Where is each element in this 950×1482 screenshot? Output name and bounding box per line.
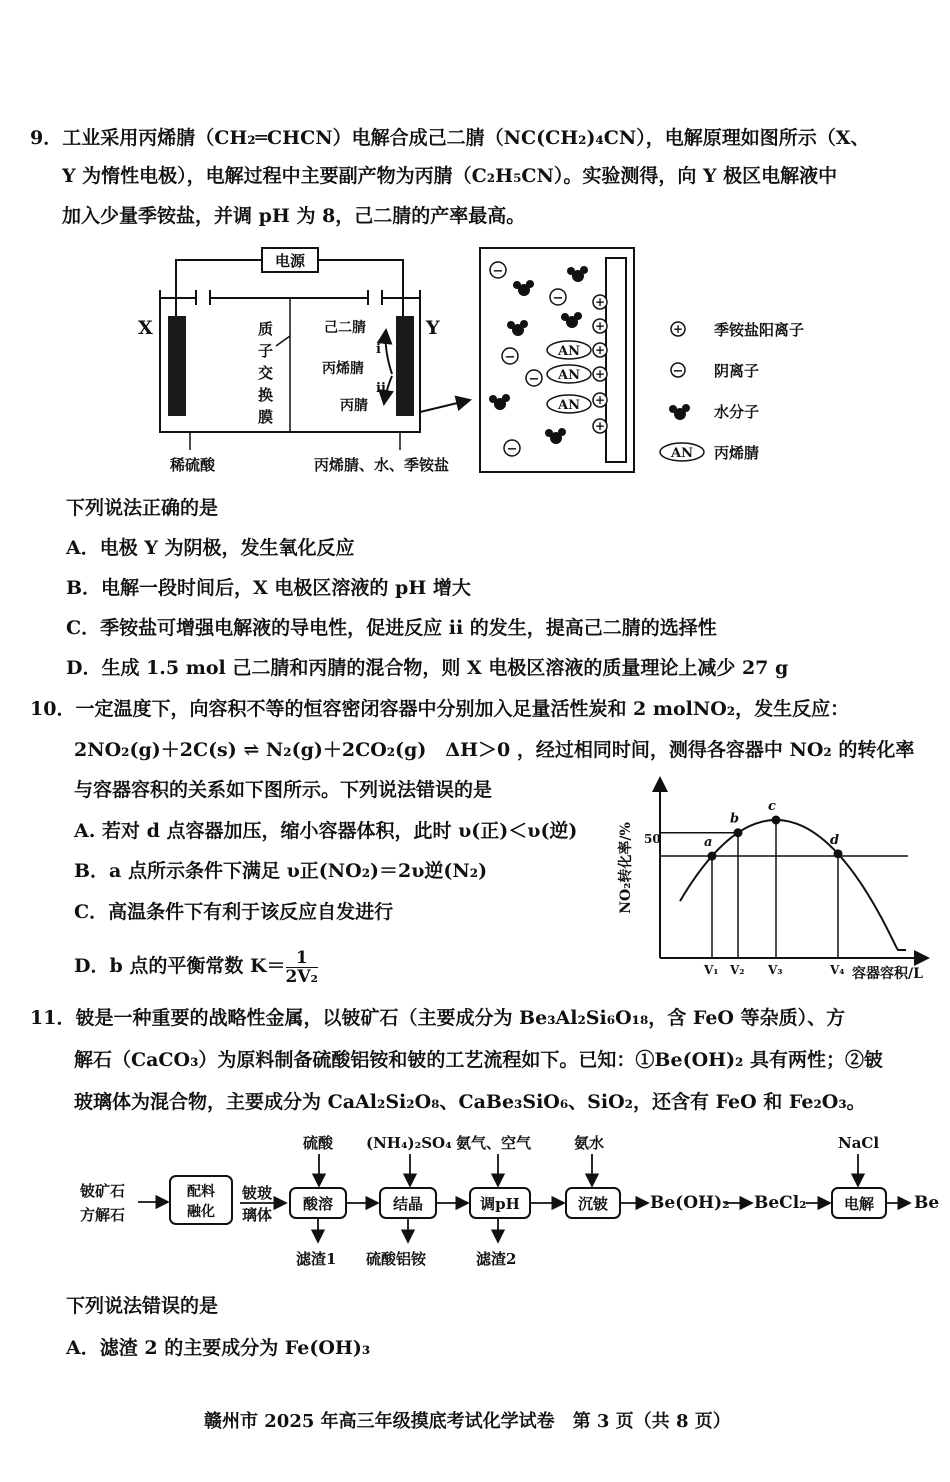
q9-stem-line1: 9．工业采用丙烯腈（CH₂═CHCN）电解合成己二腈（NC(CH₂)₄CN），电解原理如图所示（X、	[30, 127, 870, 149]
zoom-cation-sign-3: +	[594, 343, 606, 357]
q11-option-a: A．滤渣 2 的主要成分为 Fe(OH)₃	[66, 1337, 371, 1359]
q11-stem-line1: 11．铍是一种重要的战略性金属，以铍矿石（主要成分为 Be₃Al₂Si₆O₁₈，含 FeO 等杂质）、方	[30, 1007, 846, 1029]
flow-product-beoh2: Be(OH)₂	[650, 1193, 730, 1213]
flow-raw-beryl: 铍矿石	[80, 1182, 126, 1200]
chart-point-d-label: d	[830, 832, 840, 848]
q9-prompt: 下列说法正确的是	[66, 497, 219, 519]
dilute-sulfuric-acid-label: 稀硫酸	[170, 456, 216, 474]
q10-stem-line1: 10．一定温度下，向容积不等的恒容密闭容器中分别加入足量活性炭和 2 molNO₂，发生反应：	[30, 698, 850, 720]
flow-reagent-ammonium-sulfate: (NH₄)₂SO₄	[366, 1134, 452, 1152]
power-supply-label: 电源	[274, 252, 306, 270]
flow-box-acid-leach-label: 酸溶	[302, 1195, 334, 1213]
flow-residue-2: 滤渣2	[476, 1250, 517, 1268]
q9-stem-line3: 加入少量季铵盐，并调 pH 为 8，己二腈的产率最高。	[62, 205, 526, 227]
flow-glass-line1: 铍玻	[242, 1184, 273, 1202]
flow-product-becl2: BeCl₂	[754, 1193, 807, 1213]
q10-stem-line2: 2NO₂(g)＋2C(s) ⇌ N₂(g)＋2CO₂(g) ΔH＞0 ，经过相同时间，测得各容器中 NO₂ 的转化率	[74, 739, 915, 761]
q9-option-d: D．生成 1.5 mol 己二腈和丙腈的混合物，则 X 电极区溶液的质量理论上减少 27 g	[66, 657, 789, 679]
q10-option-d-text: D．b 点的平衡常数 K＝	[74, 955, 286, 977]
electrode-y-label: Y	[426, 317, 440, 339]
zoom-anion-sign-4: −	[528, 372, 540, 387]
page-footer: 赣州市 2025 年高三年级摸底考试化学试卷 第 3 页（共 8 页）	[204, 1411, 731, 1432]
membrane-char-1: 质	[258, 320, 274, 338]
zoom-anion-sign-3: −	[504, 350, 516, 365]
flow-box-mix-melt-line2: 融化	[187, 1204, 215, 1220]
q10-option-d-denominator: 2V₂	[285, 966, 318, 987]
q11-prompt: 下列说法错误的是	[66, 1295, 219, 1317]
membrane-char-4: 换	[258, 386, 274, 404]
zoom-an-label-1: AN	[558, 344, 580, 359]
flow-box-mix-melt-line1: 配料	[187, 1184, 215, 1200]
electrode-x-label: X	[138, 317, 153, 339]
q10-stem-line3: 与容器容积的关系如下图所示。下列说法错误的是	[74, 779, 493, 801]
flow-box-crystallize-label: 结晶	[392, 1195, 424, 1213]
flow-reagent-ammonia-water: 氨水	[574, 1134, 605, 1152]
flow-residue-1: 滤渣1	[296, 1250, 337, 1268]
q9-option-b: B．电解一段时间后，X 电极区溶液的 pH 增大	[66, 577, 471, 599]
q9-stem-line2: Y 为惰性电极），电解过程中主要副产物为丙腈（C₂H₅CN）。实验测得，向 Y 极区电解液中	[62, 165, 838, 187]
chart-x-tick-v4: V₄	[830, 963, 845, 977]
membrane-char-5: 膜	[258, 408, 274, 426]
q11-stem-line2: 解石（CaCO₃）为原料制备硫酸铝铵和铍的工艺流程如下。已知：①Be(OH)₂ 具有两性；②铍	[74, 1049, 883, 1071]
flow-reagent-ammonia-air: 氨气、空气	[456, 1134, 532, 1152]
q10-option-b: B．a 点所示条件下满足 υ正(NO₂)＝2υ逆(N₂)	[74, 860, 488, 882]
reaction-i-label: i	[376, 342, 381, 357]
reactant-acrylonitrile: 丙烯腈	[322, 361, 364, 377]
legend-cation-label: 季铵盐阳离子	[714, 321, 805, 339]
q10-option-c: C．高温条件下有利于该反应自发进行	[74, 901, 394, 923]
chart-x-tick-v1: V₁	[704, 963, 719, 977]
legend-cation-sign: +	[672, 322, 684, 336]
chart-x-tick-v3: V₃	[768, 963, 783, 977]
flow-product-be: Be	[914, 1193, 940, 1213]
q9-option-c: C．季铵盐可增强电解液的导电性，促进反应 ii 的发生，提高己二腈的选择性	[66, 617, 717, 639]
q10-option-a: A. 若对 d 点容器加压，缩小容器体积，此时 υ(正)＜υ(逆)	[74, 820, 578, 842]
chart-point-a-label: a	[704, 835, 713, 851]
membrane-char-3: 交	[258, 364, 274, 382]
zoom-cation-sign-1: +	[594, 295, 606, 309]
zoom-an-label-3: AN	[558, 398, 580, 413]
flow-box-precipitate-label: 沉铍	[577, 1195, 609, 1213]
zoom-an-label-2: AN	[558, 368, 580, 383]
zoom-cation-sign-6: +	[594, 419, 606, 433]
legend-anion-label: 阴离子	[714, 362, 760, 380]
right-electrolyte-label: 丙烯腈、水、季铵盐	[314, 456, 450, 474]
legend-an-sign: AN	[671, 446, 693, 461]
chart-x-tick-v2: V₂	[730, 963, 745, 977]
product-adiponitrile: 己二腈	[324, 320, 366, 336]
zoom-anion-sign-1: −	[492, 264, 504, 279]
flow-box-electrolysis-label: 电解	[843, 1195, 875, 1213]
q10-option-d-numerator: 1	[286, 949, 318, 968]
reaction-ii-label: ii	[376, 381, 386, 396]
chart-y-tick-50: 50	[644, 832, 661, 846]
flow-box-adjust-ph-label: 调pH	[480, 1195, 520, 1213]
legend-anion-sign: −	[672, 364, 684, 379]
flow-reagent-nacl: NaCl	[838, 1134, 880, 1152]
legend-water-label: 水分子	[714, 403, 760, 421]
zoom-anion-sign-5: −	[506, 442, 518, 457]
legend-an-label: 丙烯腈	[714, 444, 760, 462]
zoom-cation-sign-4: +	[594, 367, 606, 381]
flow-reagent-sulfuric-acid: 硫酸	[303, 1134, 334, 1152]
chart-y-label: NO₂转化率/%	[618, 822, 634, 914]
flow-alum-output: 硫酸铝铵	[366, 1250, 427, 1268]
zoom-anion-sign-2: −	[552, 291, 564, 306]
q11-stem-line3: 玻璃体为混合物，主要成分为 CaAl₂Si₂O₈、CaBe₃SiO₆、SiO₂，还含有 FeO 和 Fe₂O₃。	[74, 1091, 866, 1113]
zoom-cation-sign-2: +	[594, 319, 606, 333]
chart-x-label: 容器容积/L	[852, 966, 923, 982]
flow-raw-calcite: 方解石	[80, 1206, 126, 1224]
zoom-cation-sign-5: +	[594, 393, 606, 407]
byproduct-propionitrile: 丙腈	[340, 398, 368, 414]
membrane-char-2: 子	[258, 342, 274, 360]
q9-option-a: A．电极 Y 为阴极，发生氧化反应	[66, 537, 355, 559]
chart-point-c-label: c	[768, 799, 776, 814]
flow-glass-line2: 璃体	[242, 1206, 273, 1224]
chart-point-b-label: b	[730, 811, 740, 827]
